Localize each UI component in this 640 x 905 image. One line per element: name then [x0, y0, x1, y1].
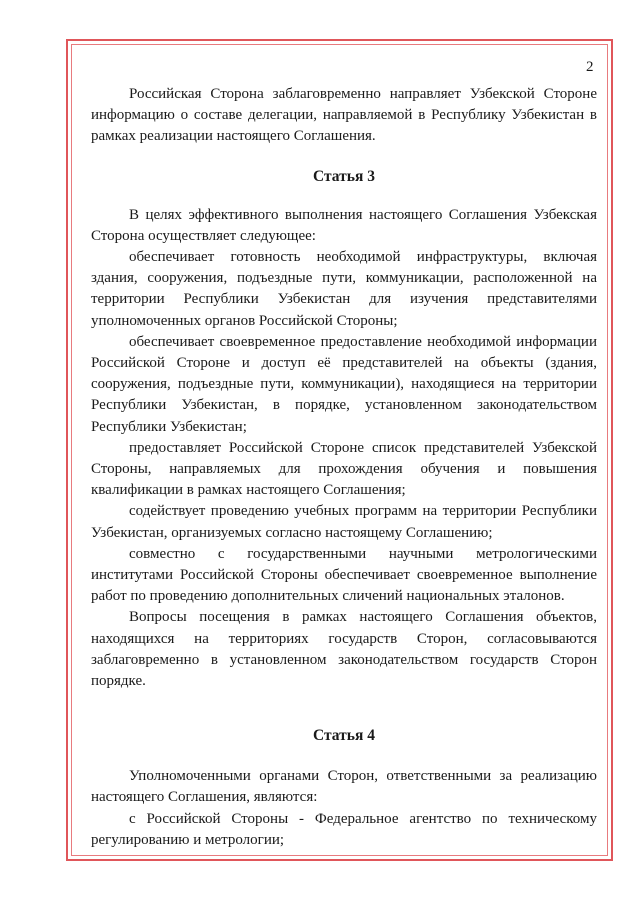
article-3-paragraph: обеспечивает своевременное предоставление необходимой информации Российской Стороне и доступ её представителей на объекты (здания, сооружения, подъездные пути, коммуникации), находящиеся на территории Республики Узбекистан, в порядке, установленном законодательством Республики Узбекистан; — [91, 333, 597, 435]
article-3-paragraph: совместно с государственными научными метрологическими институтами Российской Стороны обеспечивает своевременное выполнение работ по проведению дополнительных сличений национальных эталонов. — [91, 545, 597, 605]
document-body — [91, 84, 597, 851]
article-3-paragraph: В целях эффективного выполнения настоящего Соглашения Узбекская Сторона осуществляет следующее: — [91, 206, 597, 244]
article-3-paragraph: Вопросы посещения в рамках настоящего Соглашения объектов, находящихся на территориях государств Сторон, согласовываются заблаговременно в установленном законодательством государств Сторон порядке. — [91, 609, 597, 690]
article-3-paragraph: предоставляет Российской Стороне список представителей Узбекской Стороны, направляемых для прохождения обучения и повышения квалификации в рамках настоящего Соглашения; — [91, 439, 597, 499]
intro-paragraph: Российская Сторона заблаговременно направляет Узбекской Стороне информацию о составе делегации, направляемой в Республику Узбекистан в рамках реализации настоящего Соглашения. — [91, 86, 597, 145]
article-4-paragraph: с Российской Стороны - Федеральное агентство по техническому регулированию и метрологии; — [91, 810, 597, 848]
article-3-paragraph: обеспечивает готовность необходимой инфраструктуры, включая здания, сооружения, подъездные пути, коммуникации, расположенной на территории Республики Узбекистан для изучения представителями уполномоченных органов Российской Стороны; — [91, 249, 597, 329]
page-number: 2 — [586, 59, 594, 75]
article-3-paragraph: содействует проведению учебных программ на территории Республики Узбекистан, организуемых согласно настоящему Соглашению; — [91, 503, 597, 541]
article-4-paragraph: Уполномоченными органами Сторон, ответственными за реализацию настоящего Соглашения, являются: — [91, 768, 597, 806]
article-4-heading: Статья 4 — [313, 727, 375, 745]
article-3-heading: Статья 3 — [313, 167, 375, 185]
